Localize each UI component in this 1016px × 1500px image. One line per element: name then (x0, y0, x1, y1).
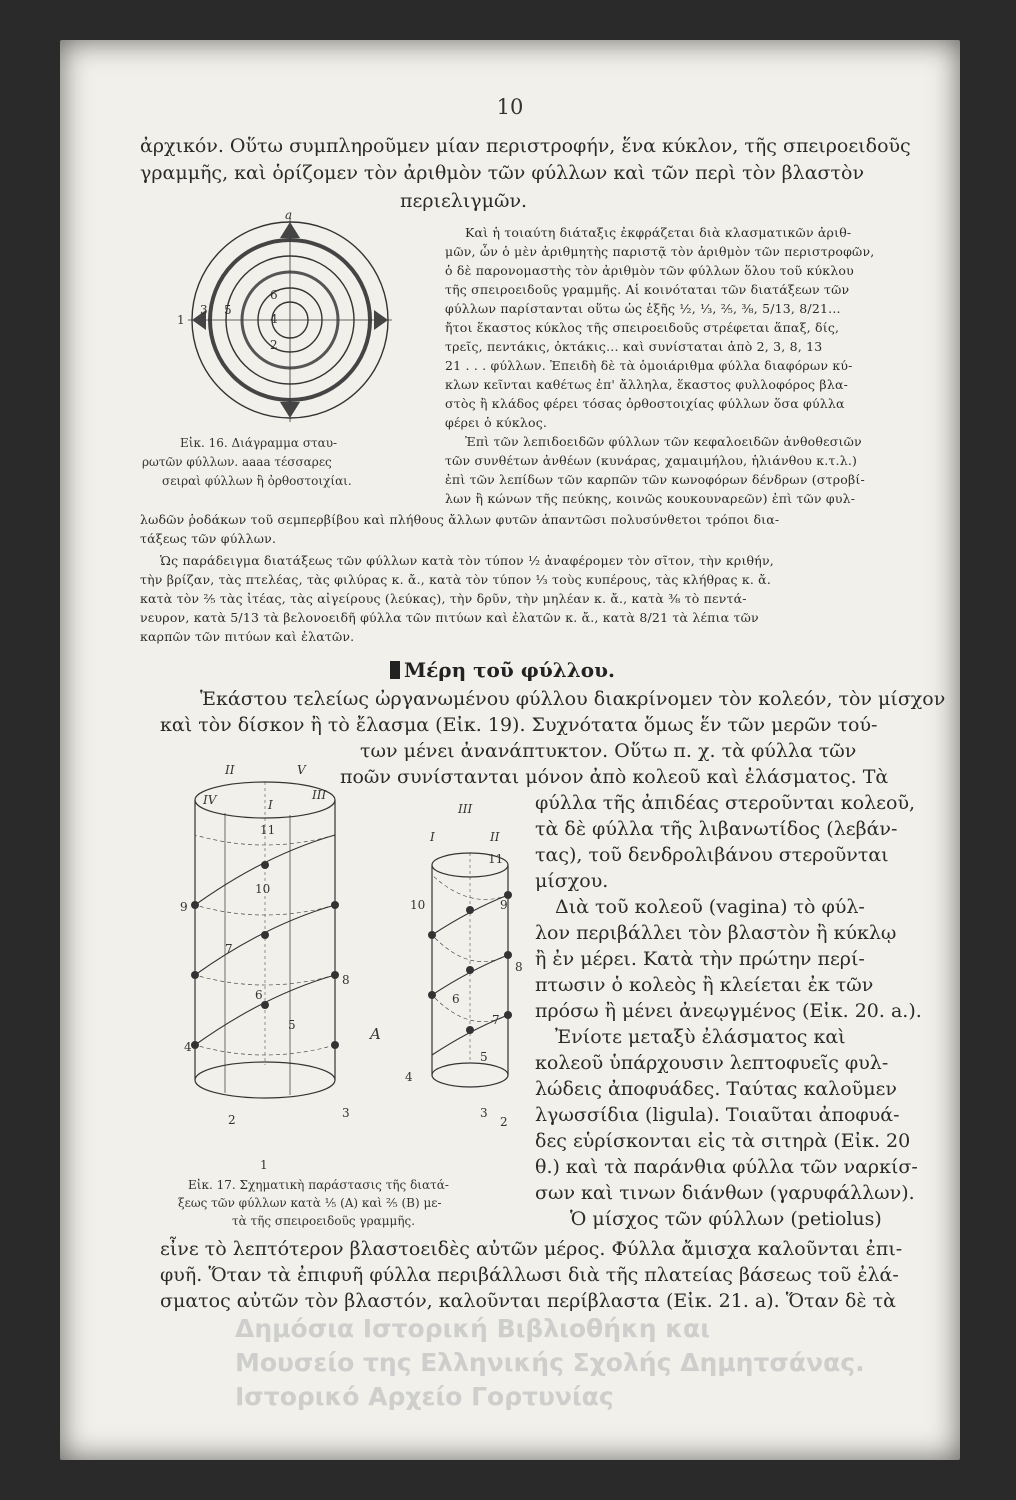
text-line: τὰ δὲ φύλλα τῆς λιβανωτίδος (λεβάν- (535, 818, 898, 840)
text-line: Ὡς παράδειγμα διατάξεως τῶν φύλλων κατὰ τὸν τύπον ½ ἀναφέρομεν τὸν σῖτον, τὴν κριθήν, (160, 553, 774, 568)
text-line: κλων κεῖνται καθέτως ἐπ' ἄλληλα, ἕκαστος φυλλοφόρος βλα- (445, 377, 849, 392)
text-line: Ἐνίοτε μεταξὺ ἐλάσματος καὶ (555, 1026, 846, 1048)
figure-17-label: 4 (405, 1070, 413, 1084)
text-line: φύλλα τῆς ἀπιδέας στεροῦνται κολεοῦ, (535, 792, 916, 814)
figure-16-label: 1 (177, 313, 185, 327)
text-line: Ὁ μίσχος τῶν φύλλων (petiolus) (570, 1208, 882, 1230)
figure-17-label: 9 (500, 898, 508, 912)
text-line: πρόσω ἢ μένει ἀνεῳγμένος (Εἰκ. 20. a.). (535, 1000, 922, 1022)
figure-17-label: V (297, 763, 306, 777)
text-line: καρπῶν τῶν πιτύων καὶ ἐλατῶν. (140, 629, 355, 644)
figure-17-label: 7 (492, 1013, 500, 1027)
figure-17-label: 1 (260, 1158, 268, 1172)
figure-17-label: IV (203, 793, 217, 807)
figure-17-label: 10 (410, 898, 426, 912)
text-line: Ἐπὶ τῶν λεπιδοειδῶν φύλλων τῶν κεφαλοειδῶν ἀνθοθεσιῶν (465, 434, 862, 449)
watermark-line: Μουσείο της Ελληνικής Σχολής Δημητσάνας. (235, 1348, 865, 1377)
text-line: κατὰ τὸν ⅖ τὰς ἰτέας, τὰς αἰγείρους (λεύκας), τὴν δρῦν, τὴν μηλέαν κ. ἄ., κατὰ ⅜ τὸ πεντά- (140, 591, 747, 606)
text-line: δες εὑρίσκονται εἰς τὰ σιτηρὰ (Εἰκ. 20 (535, 1130, 911, 1152)
figure-17-caption: ξεως τῶν φύλλων κατὰ ⅕ (A) καὶ ⅖ (B) με- (178, 1196, 442, 1210)
figure-16-caption: Εἰκ. 16. Διάγραμμα σταυ- (180, 436, 338, 450)
text-line: φυῆ. Ὅταν τὰ ἐπιφυῆ φύλλα περιβάλλωσι διὰ τῆς πλατείας βάσεως τοῦ ἐλά- (160, 1264, 899, 1286)
figure-17-label: A (370, 1025, 381, 1043)
document-page (60, 40, 960, 1460)
text-line: Καὶ ἡ τοιαύτη διάταξις ἐκφράζεται διὰ κλασματικῶν ἀριθ- (465, 225, 852, 240)
watermark-line: Ιστορικό Αρχείο Γορτυνίας (235, 1382, 614, 1411)
figure-17-label: 8 (342, 973, 350, 987)
watermark-line: Δημόσια Ιστορική Βιβλιοθήκη και (235, 1314, 710, 1343)
text-line: εἶνε τὸ λεπτότερον βλαστοειδὲς αὐτῶν μέρος. Φύλλα ἄμισχα καλοῦνται ἐπι- (160, 1238, 903, 1260)
text-line: τῆς σπειροειδοῦς γραμμῆς. Αἱ κοινόταται τῶν διατάξεων τῶν (445, 282, 850, 297)
text-line: ποῶν συνίστανται μόνον ἀπὸ κολεοῦ καὶ ἐλάσματος. Τὰ (340, 766, 889, 788)
page-number: 10 (496, 95, 524, 119)
figure-16-label: 2 (270, 338, 278, 352)
figure-17-label: I (268, 798, 273, 812)
text-line: μῶν, ὧν ὁ μὲν ἀριθμητὴς παριστᾷ τὸν ἀριθμὸν τῶν περιστροφῶν, (445, 244, 875, 259)
figure-16-caption: σειραὶ φύλλων ἢ ὀρθοστοιχίαι. (162, 474, 352, 488)
text-line: ὁ δὲ παρονομαστὴς τὸν ἀριθμὸν τῶν φύλλων ὅλου τοῦ κύκλου (445, 263, 854, 278)
text-line: φύλλων παρίστανται οὕτω ὡς ἑξῆς ½, ⅓, ⅖, ⅜, 5/13, 8/21... (445, 301, 841, 316)
figure-17-label: II (490, 830, 500, 844)
text-line: ἀρχικόν. Οὕτω συμπληροῦμεν μίαν περιστροφήν, ἕνα κύκλον, τῆς σπειροειδοῦς (140, 135, 911, 157)
text-line: λωδῶν ῥοδάκων τοῦ σεμπερβίβου καὶ πλήθους ἄλλων φυτῶν ἀπαντῶσι πολυσύνθετοι τρόποι δια- (140, 512, 780, 527)
text-line: θ.) καὶ τὰ παράνθια φύλλα τῶν ναρκίσ- (535, 1156, 918, 1178)
text-line: λων ἢ κώνων τῆς πεύκης, κοινῶς κουκουναρεῶν) ἐπὶ τῶν φυλ- (445, 491, 856, 506)
figure-16-label: 5 (224, 303, 232, 317)
figure-17-label: 8 (515, 960, 523, 974)
text-line: λγωσσίδια (ligula). Τοιαῦται ἀποφυά- (535, 1104, 900, 1126)
text-line: λον περιβάλλει τὸν βλαστὸν ἢ κύκλῳ (535, 922, 897, 944)
figure-17-label: 10 (255, 882, 271, 896)
text-line: περιελιγμῶν. (400, 190, 528, 212)
text-line: μίσχου. (535, 870, 609, 892)
figure-17-diagram (170, 745, 550, 1105)
text-line: λώδεις ἀποφυάδες. Ταύτας καλοῦμεν (535, 1078, 897, 1100)
figure-16-label: 6 (270, 288, 278, 302)
text-line: τὴν βρίζαν, τὰς πτελέας, τὰς φιλύρας κ. ἄ., κατὰ τὸν τύπον ⅓ τοὺς κυπέρους, τὰς κλήθρας κ. ἄ. (140, 572, 771, 587)
figure-17-caption: Εἰκ. 17. Σχηματικὴ παράστασις τῆς διατά- (188, 1178, 449, 1192)
text-line: ἤτοι ἕκαστος κύκλος τῆς σπειροειδοῦς στρέφεται ἅπαξ, δίς, (445, 320, 840, 335)
text-line: ἢ ἐν μέρει. Κατὰ τὴν πρώτην περί- (535, 948, 865, 970)
text-line: Διὰ τοῦ κολεοῦ (vagina) τὸ φύλ- (555, 896, 865, 918)
text-line: καὶ τὸν δίσκον ἢ τὸ ἔλασμα (Εἰκ. 19). Συχνότατα ὅμως ἕν τῶν μερῶν τού- (160, 714, 878, 736)
figure-17-label: 2 (500, 1115, 508, 1129)
text-line: στὸς ἢ κλάδος φέρει τόσας ὀρθοστοιχίας φύλλων ὅσα φύλλα (445, 396, 845, 411)
figure-17-label: 5 (288, 1018, 296, 1032)
text-line: πτωσιν ὁ κολεὸς ἢ κλείεται ἐκ τῶν (535, 974, 874, 996)
text-line: των μένει ἀνανάπτυκτον. Οὕτω π. χ. τὰ φύλλα τῶν (360, 740, 857, 762)
figure-17-label: 5 (480, 1050, 488, 1064)
figure-16-label: a (285, 208, 293, 222)
text-line: σματος αὐτῶν τὸν βλαστόν, καλοῦνται περίβλαστα (Εἰκ. 21. a). Ὅταν δὲ τὰ (160, 1290, 896, 1312)
text-line: νευρον, κατὰ 5/13 τὰ βελονοειδῆ φύλλα τῶν πιτύων καὶ ἐλατῶν κ. ἄ., κατὰ 8/21 τὰ λέπια τῶν (140, 610, 759, 625)
text-line: τρεῖς, πεντάκις, ὀκτάκις... καὶ συνίσταται ἀπὸ 2, 3, 8, 13 (445, 339, 823, 354)
heading-mark (390, 661, 400, 679)
text-line: ἐπὶ τῶν λεπίδων τῶν καρπῶν τῶν κωνοφόρων δένδρων (στροβί- (445, 472, 865, 487)
figure-16-diagram (170, 210, 410, 430)
text-line: φέρει ὁ κύκλος. (445, 415, 548, 430)
figure-17-label: 3 (480, 1106, 488, 1120)
figure-16-label: 4 (270, 312, 278, 326)
figure-17-label: III (458, 802, 473, 816)
figure-17-label: 6 (255, 988, 263, 1002)
figure-17-label: 11 (488, 852, 504, 866)
figure-17-label: 3 (342, 1106, 350, 1120)
figure-16-caption: ρωτῶν φύλλων. aaaa τέσσαρες (142, 455, 332, 469)
figure-17-label: I (430, 830, 435, 844)
text-line: 21 . . . φύλλων. Ἐπειδὴ δὲ τὰ ὁμοιάριθμα φύλλα διαφόρων κύ- (445, 358, 853, 373)
figure-17-label: 9 (180, 900, 188, 914)
text-line: τας), τοῦ δενδρολιβάνου στεροῦνται (535, 844, 889, 866)
figure-17-label: 7 (225, 942, 233, 956)
text-line: τάξεως τῶν φύλλων. (140, 531, 277, 546)
text-line: γραμμῆς, καὶ ὁρίζομεν τὸν ἀριθμὸν τῶν φύλλων καὶ τῶν περὶ τὸν βλαστὸν (140, 162, 864, 184)
figure-17-label: III (312, 788, 327, 802)
figure-17-label: 11 (260, 823, 276, 837)
figure-17-label: 2 (228, 1113, 236, 1127)
text-line: Ἑκάστου τελείως ὠργανωμένου φύλλου διακρίνομεν τὸν κολεόν, τὸν μίσχον (200, 688, 946, 710)
text-line: κολεοῦ ὑπάρχουσιν λεπτοφυεῖς φυλ- (535, 1052, 889, 1074)
figure-17-label: II (225, 763, 235, 777)
text-line: σων καὶ τινων διάνθων (γαρυφάλλων). (535, 1182, 915, 1204)
figure-17-label: 4 (184, 1040, 192, 1054)
figure-17-label: 6 (452, 992, 460, 1006)
figure-16-label: 3 (200, 303, 208, 317)
section-heading: Μέρη τοῦ φύλλου. (390, 658, 615, 682)
watermark (235, 1312, 865, 1414)
figure-17-caption: τὰ τῆς σπειροειδοῦς γραμμῆς. (232, 1214, 416, 1228)
text-line: τῶν συνθέτων ἀνθέων (κυνάρας, χαμαιμήλου, ἡλιάνθου κ.τ.λ.) (445, 453, 858, 468)
